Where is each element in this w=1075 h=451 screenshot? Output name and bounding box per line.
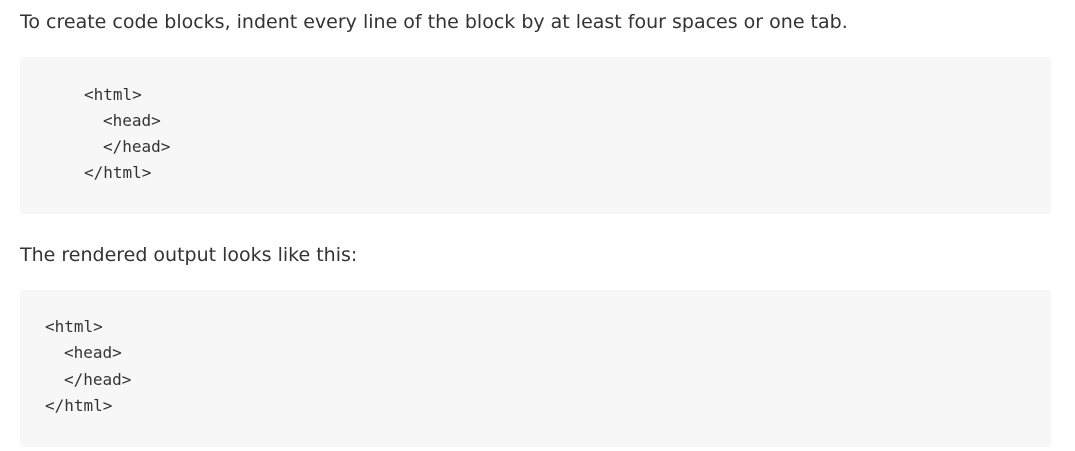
intro-paragraph: To create code blocks, indent every line of the block by at least four spaces or one tab.: [20, 11, 848, 33]
code-line: </html>: [84, 163, 152, 182]
code-line: <html>: [84, 85, 142, 104]
code-line: </head>: [64, 370, 132, 389]
code-line: </head>: [103, 137, 171, 156]
rendered-output-block: [20, 290, 1051, 447]
code-line: </html>: [45, 396, 113, 415]
source-code-block: [20, 57, 1051, 214]
code-line: <html>: [45, 317, 103, 336]
code-line: <head>: [103, 111, 161, 130]
output-label: The rendered output looks like this:: [20, 244, 358, 266]
code-line: <head>: [64, 343, 122, 362]
